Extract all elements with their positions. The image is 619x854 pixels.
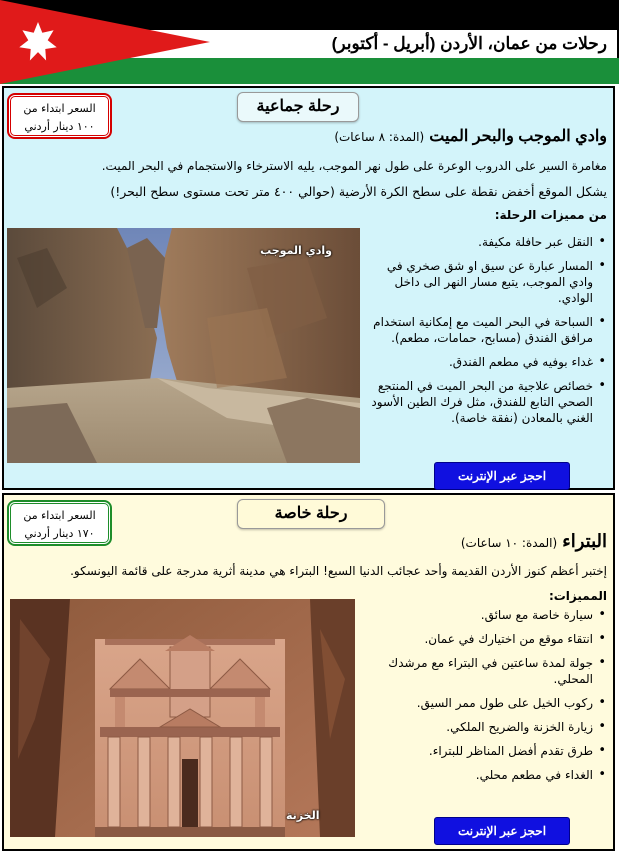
private-tour-section [2, 493, 615, 851]
features-list [367, 234, 607, 434]
tour-description: إختبر أعظم كنوز الأردن القديمة وأحد عجائب الدنيا السبع! البتراء هي مدينة أثرية مدرجة على قائمة اليونسكو. [70, 564, 607, 578]
treasury-photo-icon [10, 599, 355, 837]
feature-item: • المسار عبارة عن سيق او شق صخري في وادي الموجب، يتبع مسار النهر الى داخل الوادي. [367, 258, 607, 306]
tour-name: وادي الموجب والبحر الميت [429, 128, 607, 145]
petra-treasury-photo [10, 599, 355, 837]
price-badge [8, 94, 111, 138]
tour-duration: (المدة: ١٠ ساعات) [460, 536, 558, 550]
features-title: من مميزات الرحلة: [494, 208, 607, 222]
book-online-button[interactable]: احجز عبر الإنترنت [434, 817, 570, 845]
tour-name: البتراء [562, 531, 607, 551]
tour-heading [307, 531, 607, 552]
feature-item: • طرق تقدم أفضل المناظر للبتراء. [367, 743, 607, 759]
features-title: المميزات: [548, 589, 607, 603]
tour-description: مغامرة السير على الدروب الوعرة على طول نهر الموجب، يليه الاسترخاء والاستجمام في البحر الميت. [101, 159, 607, 173]
price-from-text: السعر ابتداء من [23, 509, 96, 522]
features-list [367, 607, 607, 791]
feature-item: • سيارة خاصة مع سائق. [367, 607, 607, 623]
feature-item: • زيارة الخزنة والضريح الملكي. [367, 719, 607, 735]
tour-heading [187, 126, 607, 146]
price-badge [8, 501, 111, 545]
feature-item: • ركوب الخيل على طول ممر السيق. [367, 695, 607, 711]
feature-item: • السباحة في البحر الميت مع إمكانية استخدام مرافق الفندق (مسابح، حمامات، مطعم). [367, 314, 607, 346]
tour-description-lowest-point: يشكل الموقع أخفض نقطة على سطح الكرة الأرضية (حوالي ٤٠٠ متر تحت مستوى سطح البحر!) [110, 184, 607, 199]
photo-caption: الخزنة [286, 809, 320, 822]
jordan-flag-icon [0, 0, 210, 84]
page-title: رحلات من عمان، الأردن (أبريل - أكتوبر) [331, 34, 607, 53]
canyon-photo-icon [7, 228, 360, 463]
photo-caption: وادي الموجب [260, 244, 332, 257]
feature-item: • جولة لمدة ساعتين في البتراء مع مرشدك المحلي. [367, 655, 607, 687]
feature-item: • النقل عبر حافلة مكيفة. [367, 234, 607, 250]
mujib-canyon-photo [7, 228, 360, 463]
group-tour-section [2, 86, 615, 490]
price-amount: ١٠٠ دينار أردني [24, 120, 95, 133]
tour-duration: (المدة: ٨ ساعات) [334, 130, 425, 144]
group-tour-label: رحلة جماعية [237, 92, 359, 122]
feature-item: • الغداء في مطعم محلي. [367, 767, 607, 783]
feature-item: • انتقاء موقع من اختيارك في عمان. [367, 631, 607, 647]
book-online-button[interactable]: احجز عبر الإنترنت [434, 462, 570, 490]
feature-item: • خصائص علاجية من البحر الميت في المنتجع الصحي التابع للفندق، مثل فرك الطين الأسود الغني بالمعادن (نفقة خاصة). [367, 378, 607, 426]
price-amount: ١٧٠ دينار أردني [24, 527, 95, 540]
private-tour-label: رحلة خاصة [237, 499, 385, 529]
price-from-text: السعر ابتداء من [23, 102, 96, 115]
feature-item: • غداء بوفيه في مطعم الفندق. [367, 354, 607, 370]
